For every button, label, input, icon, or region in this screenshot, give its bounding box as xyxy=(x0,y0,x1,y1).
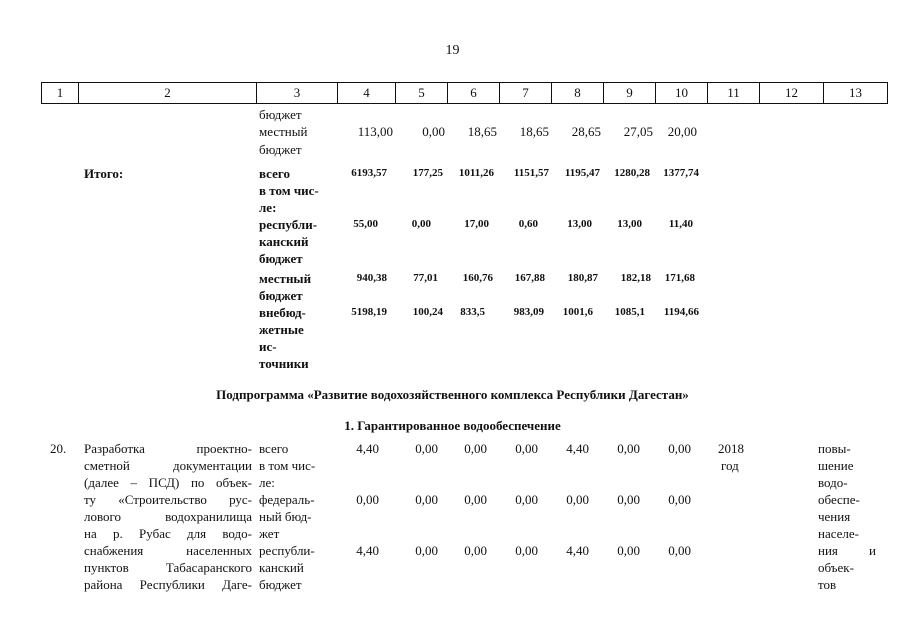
value-cell: 1151,57 xyxy=(513,167,549,179)
column-header: 4 xyxy=(338,83,396,104)
value-cell: 160,76 xyxy=(462,272,493,284)
result-line: чения xyxy=(818,509,851,524)
value-cell: 0,00 xyxy=(415,441,438,456)
value-cell: 0,00 xyxy=(515,441,538,456)
column-header: 10 xyxy=(656,83,708,104)
column-header: 9 xyxy=(604,83,656,104)
value-cell: 18,65 xyxy=(467,124,497,139)
value-cell: 113,00 xyxy=(357,124,393,139)
description-line: на р. Рубас для водо- xyxy=(84,526,252,541)
description-line: лового водохранилища xyxy=(84,509,252,524)
value-cell: 0,60 xyxy=(518,218,538,230)
value-cell: 28,65 xyxy=(571,124,601,139)
value-cell: 180,87 xyxy=(567,272,598,284)
federal-budget-label: жет xyxy=(259,526,280,541)
value-cell: 0,00 xyxy=(566,492,589,507)
value-cell: 0,00 xyxy=(515,492,538,507)
column-header: 12 xyxy=(760,83,824,104)
budget-label: бюджет xyxy=(259,107,302,122)
value-cell: 0,00 xyxy=(415,543,438,558)
column-header: 7 xyxy=(500,83,552,104)
value-cell: 55,00 xyxy=(353,218,378,230)
subprogram-title: Подпрограмма «Развитие водохозяйственного комплекса Республики Дагестан» xyxy=(216,387,689,402)
column-header: 13 xyxy=(824,83,888,104)
value-cell: 1280,28 xyxy=(614,167,650,179)
value-cell: 0,00 xyxy=(422,124,445,139)
result-line: ния и xyxy=(818,543,876,558)
extrabudget-label: жетные xyxy=(259,322,304,337)
value-cell: 1085,1 xyxy=(614,306,645,318)
row-number: 20. xyxy=(50,441,67,456)
value-cell: 0,00 xyxy=(515,543,538,558)
total-label: всего xyxy=(259,166,290,181)
column-header: 8 xyxy=(552,83,604,104)
result-line: обеспе- xyxy=(818,492,860,507)
value-cell: 1001,6 xyxy=(562,306,593,318)
value-cell: 4,40 xyxy=(566,543,589,558)
value-cell: 20,00 xyxy=(667,124,697,139)
page-number: 19 xyxy=(445,43,460,58)
result-line: тов xyxy=(818,577,837,592)
republic-budget-label: бюджет xyxy=(259,577,302,592)
value-cell: 0,00 xyxy=(617,543,640,558)
column-header: 3 xyxy=(257,83,338,104)
result-line: водо- xyxy=(818,475,848,490)
republic-budget-label: канский xyxy=(259,234,309,249)
federal-budget-label: ный бюд- xyxy=(259,509,312,524)
value-cell: 0,00 xyxy=(668,543,691,558)
result-line: объек- xyxy=(818,560,854,575)
value-cell: 177,25 xyxy=(412,167,443,179)
value-cell: 27,05 xyxy=(623,124,653,139)
column-header: 5 xyxy=(396,83,448,104)
value-cell: 5198,19 xyxy=(351,306,387,318)
value-cell: 167,88 xyxy=(514,272,545,284)
value-cell: 0,00 xyxy=(617,441,640,456)
including-label: в том чис- xyxy=(259,183,319,198)
value-cell: 1195,47 xyxy=(564,167,600,179)
republic-budget-label: республи- xyxy=(259,543,315,558)
value-cell: 0,00 xyxy=(415,492,438,507)
value-cell: 0,00 xyxy=(464,543,487,558)
value-cell: 0,00 xyxy=(668,492,691,507)
value-cell: 11,40 xyxy=(668,218,693,230)
value-cell: 983,09 xyxy=(513,306,544,318)
local-budget-label: бюджет xyxy=(259,288,303,303)
value-cell: 0,00 xyxy=(464,441,487,456)
republic-budget-label: бюджет xyxy=(259,251,303,266)
value-cell: 4,40 xyxy=(566,441,589,456)
value-cell: 13,00 xyxy=(567,218,592,230)
value-cell: 1194,66 xyxy=(663,306,699,318)
column-header: 6 xyxy=(448,83,500,104)
including-label: в том чис- xyxy=(259,458,316,473)
description-line: снабжения населенных xyxy=(84,543,252,558)
value-cell: 0,00 xyxy=(668,441,691,456)
extrabudget-label: ис- xyxy=(259,339,277,354)
value-cell: 0,00 xyxy=(356,492,379,507)
result-line: повы- xyxy=(818,441,851,456)
value-cell: 0,00 xyxy=(464,492,487,507)
value-cell: 171,68 xyxy=(664,272,695,284)
value-cell: 4,40 xyxy=(356,543,379,558)
section-title: 1. Гарантированное водообеспечение xyxy=(344,418,561,433)
value-cell: 4,40 xyxy=(356,441,379,456)
value-cell: 13,00 xyxy=(617,218,642,230)
local-budget-label: бюджет xyxy=(259,142,302,157)
column-header: 1 xyxy=(42,83,79,104)
column-header-table xyxy=(41,82,888,104)
description-line: района Республики Даге- xyxy=(84,577,252,592)
including-label: ле: xyxy=(259,200,277,215)
value-cell: 0,00 xyxy=(617,492,640,507)
itogo-label: Итого: xyxy=(84,166,124,181)
description-line: ту «Строительство рус- xyxy=(84,492,252,507)
result-line: шение xyxy=(818,458,854,473)
value-cell: 833,5 xyxy=(460,306,485,318)
local-budget-label: местный xyxy=(259,124,308,139)
value-cell: 77,01 xyxy=(413,272,438,284)
republic-budget-label: канский xyxy=(259,560,304,575)
including-label: ле: xyxy=(259,475,275,490)
value-cell: 0,00 xyxy=(411,218,431,230)
header-row xyxy=(42,83,888,104)
description-line: (далее – ПСД) по объек- xyxy=(84,475,252,490)
value-cell: 6193,57 xyxy=(351,167,387,179)
value-cell: 182,18 xyxy=(620,272,651,284)
extrabudget-label: внебюд- xyxy=(259,305,306,320)
description-line: Разработка проектно- xyxy=(84,441,252,456)
value-cell: 17,00 xyxy=(464,218,489,230)
total-label: всего xyxy=(259,441,289,456)
column-header: 2 xyxy=(79,83,257,104)
value-cell: 18,65 xyxy=(519,124,549,139)
description-line: пунктов Табасаранского xyxy=(84,560,252,575)
year-cell: год xyxy=(721,458,739,473)
federal-budget-label: федераль- xyxy=(259,492,315,507)
year-cell: 2018 xyxy=(718,441,744,456)
republic-budget-label: республи- xyxy=(259,217,318,232)
value-cell: 1011,26 xyxy=(458,167,494,179)
description-line: сметной документации xyxy=(84,458,252,473)
value-cell: 940,38 xyxy=(356,272,387,284)
local-budget-label: местный xyxy=(259,271,312,286)
value-cell: 100,24 xyxy=(412,306,443,318)
column-header: 11 xyxy=(708,83,760,104)
value-cell: 1377,74 xyxy=(663,167,699,179)
extrabudget-label: точники xyxy=(259,356,309,371)
result-line: населе- xyxy=(818,526,860,541)
